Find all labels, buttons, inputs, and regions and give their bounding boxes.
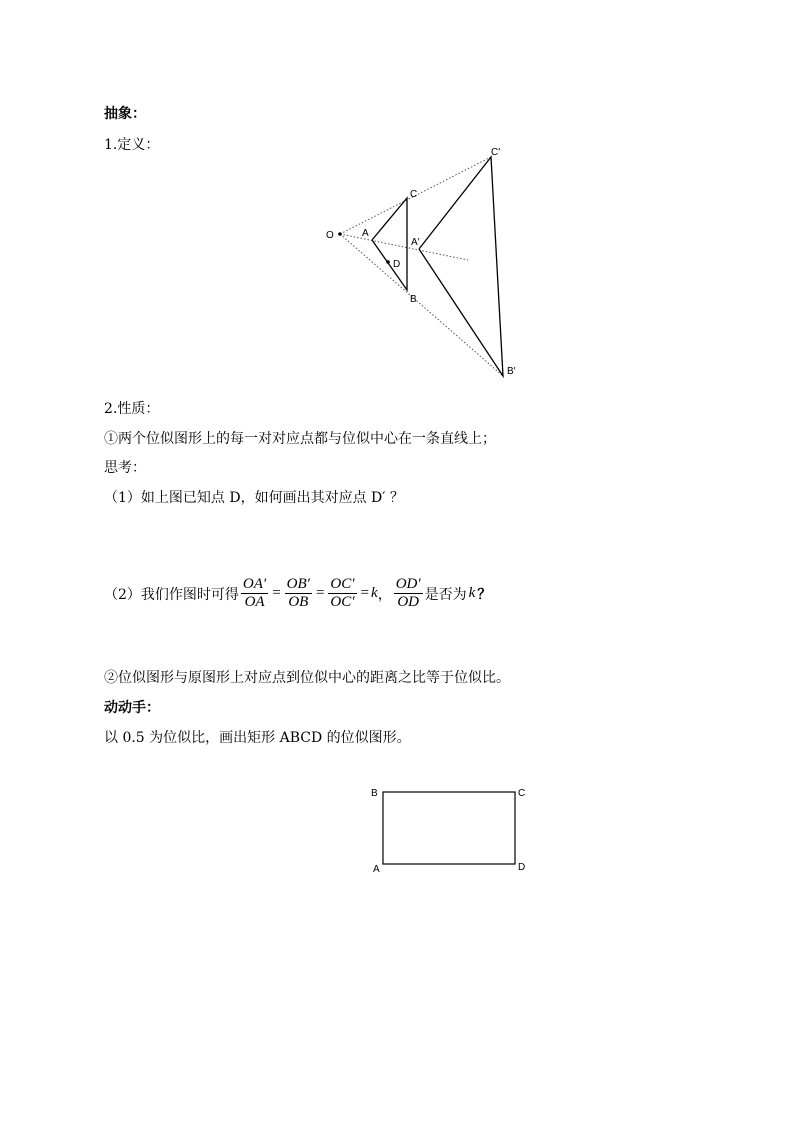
ratio-k-2: k: [468, 585, 476, 601]
heading-handson: 动动手：: [104, 700, 160, 716]
label-c: C: [410, 189, 418, 200]
point-d: [386, 260, 390, 264]
fraction-oc-denominator: OC′: [330, 594, 355, 610]
fraction-oa: [241, 576, 268, 611]
rect-label-d: D: [518, 862, 526, 873]
fraction-ob-numerator: OB′: [286, 576, 310, 592]
fraction-oc: [328, 576, 356, 611]
equals-sign-3: =: [360, 585, 370, 601]
question-2-middle: 是否为: [424, 586, 467, 603]
label-a-prime: A′: [411, 237, 420, 248]
fraction-oa-denominator: OA: [244, 594, 265, 610]
question-1: （1）如上图已知点 D，如何画出其对应点 D′ ？: [104, 490, 404, 506]
fraction-oa-numerator: OA′: [242, 576, 267, 592]
property-1: ①两个位似图形上的每一对对应点都与位似中心在一条直线上；: [104, 431, 496, 447]
question-2: [104, 576, 491, 611]
fraction-oc-numerator: OC′: [330, 576, 355, 592]
label-b-prime: B′: [507, 366, 516, 377]
think-label: 思考：: [104, 460, 146, 476]
point-o: [338, 232, 342, 236]
equals-sign-2: =: [315, 585, 325, 601]
task-text: 以 0.5 为位似比，画出矩形 ABCD 的位似图形。: [104, 730, 411, 746]
question-2-suffix: ？: [477, 586, 492, 603]
label-d: D: [393, 259, 401, 270]
label-c-prime: C′: [491, 147, 501, 158]
figure-homothety-triangle: [0, 0, 794, 420]
equals-sign-1: =: [272, 585, 281, 601]
fraction-od-denominator: OD: [397, 594, 419, 610]
fraction-ob: [285, 576, 312, 611]
definition-label: 1.定义：: [104, 137, 160, 153]
question-2-comma: ，: [377, 586, 392, 603]
property-2: ②位似图形与原图形上对应点到位似中心的距离之比等于位似比。: [104, 670, 510, 686]
property-label: 2.性质：: [104, 401, 160, 417]
fraction-ob-denominator: OB: [288, 594, 309, 610]
label-o: O: [326, 230, 334, 241]
ratio-k-1: k: [371, 585, 378, 601]
heading-abstract: 抽象：: [104, 106, 146, 122]
rect-label-b: B: [371, 788, 378, 799]
ray-o-b-prime: [340, 234, 503, 376]
ray-o-a-prime: [340, 234, 468, 260]
rectangle-abcd: [383, 792, 515, 864]
fraction-od-numerator: OD′: [395, 576, 421, 592]
figure-rectangle-abcd: [0, 770, 794, 890]
triangle-a-prime-b-prime-c-prime: [419, 157, 503, 376]
question-2-prefix: （2）我们作图时可得: [104, 586, 239, 603]
rect-label-c: C: [518, 788, 526, 799]
fraction-od: [394, 576, 423, 611]
label-a: A: [362, 228, 369, 239]
label-b: B: [410, 294, 417, 305]
rect-label-a: A: [373, 864, 380, 875]
